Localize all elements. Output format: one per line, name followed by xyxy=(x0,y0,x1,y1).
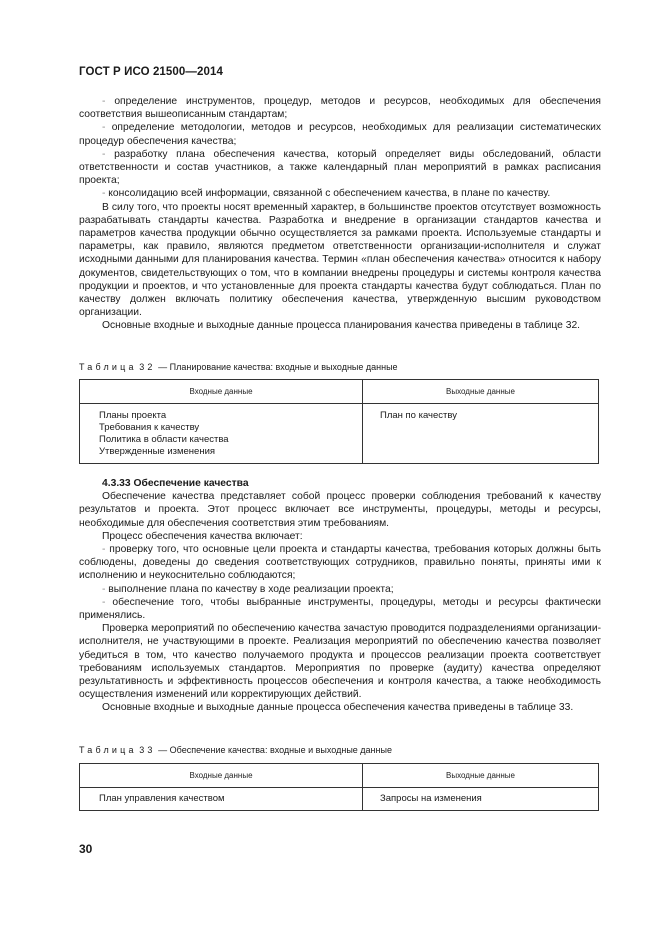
dash-marker: - xyxy=(102,583,109,595)
input-item: Требования к качеству xyxy=(99,422,200,433)
table-row xyxy=(80,788,599,811)
dash-marker: - xyxy=(102,544,110,556)
planning-text-block xyxy=(79,95,601,333)
table-header-row xyxy=(80,380,599,404)
table-33-caption: Таблица 33 — Обеспечение качества: входные и выходные данные xyxy=(79,745,392,755)
dash-marker: - xyxy=(102,188,109,200)
section-heading: 4.3.33 Обеспечение качества xyxy=(102,478,249,489)
dash-marker: - xyxy=(102,148,115,160)
list-item: - обеспечение того, чтобы выбранные инструменты, процедуры, методы и ресурсы фактически применялись. xyxy=(79,596,601,622)
column-header: Входные данные xyxy=(80,380,363,404)
body-paragraph: Обеспечение качества представляет собой процесс проверки соблюдения требований к качеству результатов и проекта. Этот процесс включает все инструменты, процедуры, методы и ресурсы, необходимые для обеспечения соответствия этим требованиям. xyxy=(79,491,601,529)
list-item: - проверку того, что основные цели проекта и стандарты качества, требования которых должны быть соблюдены, доведены до сведения соответствующих сотрудников, правильно поняты, приняты ими к исполнению и неукоснительно соблюдаются; xyxy=(79,544,601,582)
list-item: - выполнение плана по качеству в ходе реализации проекта; xyxy=(102,583,394,595)
outputs-cell xyxy=(363,404,599,464)
column-header: Входные данные xyxy=(80,764,363,788)
table-header-row xyxy=(80,764,599,788)
quality-assurance-section xyxy=(79,477,601,715)
input-item: Политика в области качества xyxy=(99,434,229,445)
dash-marker: - xyxy=(102,596,113,608)
outputs-cell: Запросы на изменения xyxy=(363,788,599,811)
table-row xyxy=(80,404,599,464)
table-33 xyxy=(79,763,599,811)
page-number: 30 xyxy=(79,842,93,856)
table-32-caption: Таблица 32 — Планирование качества: входные и выходные данные xyxy=(79,362,398,372)
body-paragraph: Основные входные и выходные данные процесса обеспечения качества приведены в таблице 33. xyxy=(102,702,574,714)
list-item: - разработку плана обеспечения качества, который определяет виды обследований, области ответственности и состав участников, а также календарный план мероприятий в рамках расписания проекта; xyxy=(79,148,601,187)
list-item: - консолидацию всей информации, связанной с обеспечением качества, в плане по качеству. xyxy=(102,188,551,200)
body-paragraph: В силу того, что проекты носят временный характер, в большинстве проектов отсутствует возможность разрабатывать стандарты качества. Разработка и внедрение в организации стандартов качества и параметров качества продукции обычно осуществляется за рамками проекта. Используемые стандарты и параметры, как правило, являются предметом ответственности организации-исполнителя и служат исходными данными для планирования качества. Термин «план обеспечения качества» относится к набору документов, свидетельствующих о том, что в компании внедрены процедуры и системы контроля качества продукции и проектов, и что установленные для проекта стандарты качества будут соблюдаться. План по качеству должен включать политику обеспечения качества, утвержденную высшим руководством организации. xyxy=(79,201,601,319)
column-header: Выходные данные xyxy=(363,764,599,788)
input-item: Утвержденные изменения xyxy=(99,446,216,457)
list-item: - определение методологии, методов и ресурсов, необходимых для реализации систематических процедур обеспечения качества; xyxy=(79,122,601,147)
body-paragraph: Основные входные и выходные данные процесса планирования качества приведены в таблице 32. xyxy=(102,320,581,332)
output-item: План по качеству xyxy=(380,410,457,421)
body-paragraph: Проверка мероприятий по обеспечению качества зачастую проводится подразделениями организации-исполнителя, не участвующими в проекте. Реализация мероприятий по обеспечению качества позволяет убедиться в том, что качество получаемого продукта и процессов реализации проекта соответствует требованиям используемых стандартов. Мероприятия по проверке (аудиту) качества определяют результативность и эффективность процессов обеспечения и контроля качества, а также необходимость осуществления изменений или корректирующих действий. xyxy=(79,623,601,701)
document-header: ГОСТ Р ИСО 21500—2014 xyxy=(79,66,224,78)
dash-marker: - xyxy=(102,122,112,134)
input-item: Планы проекта xyxy=(99,410,167,421)
list-item: - определение инструментов, процедур, методов и ресурсов, необходимых для обеспечения соответствия вышеописанным стандартам; xyxy=(79,96,602,121)
inputs-cell xyxy=(80,404,363,464)
body-paragraph: Процесс обеспечения качества включает: xyxy=(102,530,303,542)
inputs-cell: План управления качеством xyxy=(80,788,363,811)
column-header: Выходные данные xyxy=(363,380,599,404)
dash-marker: - xyxy=(102,96,115,107)
table-32 xyxy=(79,379,599,464)
